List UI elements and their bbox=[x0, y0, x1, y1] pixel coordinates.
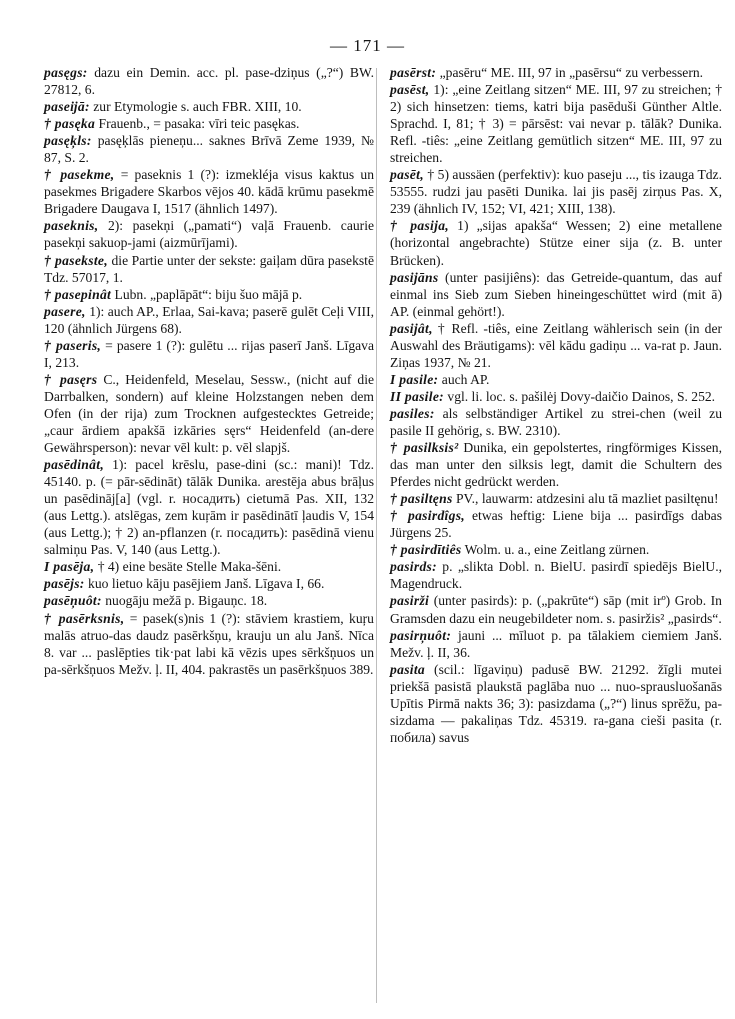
page-number: — 171 — bbox=[330, 36, 405, 55]
entry-headword: pasēt, bbox=[390, 167, 424, 183]
entry-text: (unter pasijiêns): das Getreide-quantum, das auf einmal ins Sieb zum Sieben hineingeschüttet wird (mit ā) AP. (einmal gehört!). bbox=[390, 269, 722, 319]
entry-text: = paseknis 1 (?): izmekléja visus kaktus un pasekmes Brigadere Skarbos vējos 40. kādā krūmu pasekmē Brigadere Daugava I, 1517 (ähnlich 1497). bbox=[44, 167, 374, 217]
entry-headword: † pasilksis² bbox=[390, 440, 459, 456]
dictionary-entry bbox=[390, 558, 722, 592]
entry-text: Frauenb., = pasaka: vīri teic pasękas. bbox=[98, 116, 300, 132]
dictionary-entry bbox=[44, 337, 374, 371]
entry-text: die Partie unter der sekste: gaiļam dūra pasekstē Tdz. 57017, 1. bbox=[44, 252, 374, 285]
entry-headword: pasējs: bbox=[44, 576, 85, 592]
dictionary-entry bbox=[390, 320, 722, 371]
dictionary-entry bbox=[390, 217, 722, 268]
entry-headword: II pasile: bbox=[390, 388, 444, 404]
dictionary-entry bbox=[390, 507, 722, 541]
entry-text: „pasēru“ ME. III, 97 in „pasērsu“ zu verbessern. bbox=[439, 65, 704, 80]
entry-text: (scil.: līgaviņu) padusē BW. 21292. žīgli mutei priekšā pasistā plaukstā paglāba nuo ... nuo-sprausluošanās Upītis Pirmā nakts 36; 3): pasizdama („?“) linus sprēžu, pa-sizdama — pakaliņas Tdz. 45319. ra-gana cieši pasita (r. побила) savus bbox=[390, 661, 722, 745]
entry-text: † Refl. -tiês, eine Zeitlang wählerisch sein (in der Auswahl des Bräutigams): vēl kādu gadiņu ... va-rat p. Jaun. Ziņas 1937, № 21. bbox=[390, 320, 722, 370]
entry-text: Wolm. u. a., eine Zeitlang zürnen. bbox=[464, 542, 650, 558]
dictionary-entry bbox=[44, 286, 374, 303]
dictionary-entry bbox=[44, 98, 374, 115]
dictionary-entry bbox=[44, 371, 374, 456]
entry-text: Dunika, ein gepolstertes, ringförmiges Kissen, das man unter den silksis legt, damit die Schultern des Pferdes nicht gedrückt werden. bbox=[390, 440, 722, 490]
entry-headword: pasēst, bbox=[390, 82, 430, 98]
entry-headword: I pasēja, bbox=[44, 559, 95, 575]
entry-headword: pasere, bbox=[44, 303, 86, 319]
entry-text: 1): pacel krēslu, pase-dini (sc.: mani)! Tdz. 45140. p. (= pār-sēdināt) tālāk Dunika. arestēja abus brāļus un pasēdināj[a] (vgl. r. носадить) cietumā Pas. XII, 132 (aus Lettg.). atslēgas, zem kuŗām ir pasēdinātī ļaudis V, 154 (aus Lettg.); † 2) an-pflanzen (r. посадить): pasēdinā vienu salmiņu Pas. V, 140 (aus Lettg.). bbox=[44, 457, 374, 558]
dictionary-entry bbox=[44, 558, 374, 575]
dictionary-entry bbox=[44, 456, 374, 558]
entry-headword: pasēdinât, bbox=[44, 457, 105, 473]
entry-headword: pasita bbox=[390, 661, 426, 677]
dictionary-entry bbox=[44, 610, 374, 678]
entry-text: PV., lauwarm: atdzesini alu tā mazliet pasiltęnu! bbox=[456, 491, 719, 507]
entry-text: jauni ... mīluot p. pa tālakiem ciemiem Janš. Mežv. ļ. II, 36. bbox=[390, 627, 722, 660]
entry-headword: † pasekme, bbox=[44, 167, 115, 183]
entry-text: als selbständiger Artikel zu strei-chen (weil zu pasile II gehörig, s. BW. 2310). bbox=[390, 405, 722, 438]
entry-text: (unter pasirds): p. („pakrūte“) sāp (mit irº) Grob. In Gramsden dazu ein neugebildeter nom. s. pasiržis² „pasirds“. bbox=[390, 593, 722, 626]
entry-headword: † pasiltęns bbox=[390, 491, 453, 507]
dictionary-entry bbox=[44, 166, 374, 217]
dictionary-entry bbox=[390, 439, 722, 490]
dictionary-entry bbox=[44, 592, 374, 609]
left-column bbox=[44, 64, 374, 678]
entry-text: nuogāju mežā p. Bigauņc. 18. bbox=[105, 593, 268, 609]
entry-headword: pasiles: bbox=[390, 405, 435, 421]
entry-text: † 5) aussäen (perfektiv): kuo paseju ..., tis izauga Tdz. 53555. rudzi jau pasēti Dunika. lai jis pasēj zirņus Pas. X, 239 (ähnlich IV, 152; VI, 421; XIII, 138). bbox=[390, 167, 722, 217]
entry-headword: pasęgs: bbox=[44, 65, 88, 80]
entry-headword: pasirņuôt: bbox=[390, 627, 452, 643]
entry-text: etwas heftig: Liene bija ... pasirdīgs dabas Jürgens 25. bbox=[390, 508, 722, 541]
entry-headword: pasēņuôt: bbox=[44, 593, 102, 609]
entry-headword: pasijāns bbox=[390, 269, 439, 285]
entry-headword: † pasepinât bbox=[44, 286, 112, 302]
dictionary-entry bbox=[44, 132, 374, 166]
dictionary-entry bbox=[390, 661, 722, 746]
dictionary-entry bbox=[390, 371, 722, 388]
dictionary-entry bbox=[390, 405, 722, 439]
dictionary-entry bbox=[44, 115, 374, 132]
entry-text: = pasek(s)nis 1 (?): stāviem krastiem, kuŗu malās atruo-das daudz pasērkšņu, krauju un alu Janš. Nīca 8. var ... paslēpties tik·pat labi kā vēzis upes sērkšņuos un pa-sērkšņuos Mežv. ļ. II, 404. pakrastēs un pasērkšņuos 389. bbox=[44, 610, 374, 677]
dictionary-entry bbox=[390, 541, 722, 558]
entry-text: 1) „sijas apakša“ Wessen; 2) eine metallene (horizontal angebrachte) Stütze einer sija (z. B. unter Brücken). bbox=[390, 218, 722, 268]
entry-text: 1): auch AP., Erlaa, Sai-kava; paserē gulēt Ceļi VIII, 120 (ähnlich Jürgens 68). bbox=[44, 303, 374, 336]
entry-headword: † pasęka bbox=[44, 116, 96, 132]
entry-text: C., Heidenfeld, Meselau, Sessw., (nicht auf die Darrbalken, sondern) auf kleine Holzstangen neben dem Ofen (in der rija) zum Trocknen aufgestecktes Getreide; „caur ārdiem apakšā izkāries sęrs“ Heidenfeld (an-dere Gewährsperson): nevar vēl kult: p. vēl slapjš. bbox=[44, 371, 375, 456]
entry-text: vgl. li. loc. s. pašilėj Dovy-daičio Dainos, S. 252. bbox=[447, 388, 716, 404]
dictionary-entry bbox=[44, 217, 374, 251]
entry-text: Lubn. „paplāpāt“: biju šuo mājā p. bbox=[114, 286, 303, 302]
dictionary-entry bbox=[390, 166, 722, 217]
entry-headword: I pasile: bbox=[390, 371, 439, 387]
entry-headword: pasirži bbox=[390, 593, 430, 609]
entry-headword: † pasirdītiês bbox=[390, 542, 462, 558]
dictionary-entry bbox=[44, 575, 374, 592]
dictionary-entry bbox=[390, 64, 722, 81]
dictionary-entry bbox=[390, 81, 722, 166]
entry-headword: paseknis, bbox=[44, 218, 99, 234]
entry-headword: pasirds: bbox=[390, 559, 437, 575]
entry-headword: pasērst: bbox=[390, 65, 437, 80]
dictionary-entry bbox=[390, 592, 722, 626]
entry-headword: † pasērksnis, bbox=[44, 610, 125, 626]
entry-text: 2): pasekņi („pamati“) vaļā Frauenb. caurie pasekņi sakuop-jami (aizmūrījami). bbox=[44, 218, 375, 251]
entry-text: = pasere 1 (?): gulētu ... rijas paserī Janš. Līgava I, 213. bbox=[44, 337, 374, 370]
entry-headword: † pasekste, bbox=[44, 252, 108, 268]
dictionary-entry bbox=[44, 252, 374, 286]
dictionary-entry bbox=[390, 627, 722, 661]
entry-text: † 4) eine besäte Stelle Maka-šēni. bbox=[97, 559, 282, 575]
entry-headword: paseĳā: bbox=[44, 99, 90, 115]
entry-headword: pasęķls: bbox=[44, 133, 92, 149]
entry-text: p. „slikta Dobl. n. BielU. pasirdī spiedējs BielU., Magendruck. bbox=[390, 559, 722, 592]
entry-text: kuo lietuo kāju pasējiem Janš. Līgava I, 66. bbox=[88, 576, 325, 592]
entry-headword: † pasirdîgs, bbox=[390, 508, 466, 524]
dictionary-entry bbox=[390, 490, 722, 507]
entry-text: 1): „eine Zeitlang sitzen“ ME. III, 97 zu streichen; † 2) sich hinsetzen: tiems, katri bija pasēduši Günther Altle. Sprachd. I, 81; † 3) = pārsēst: vai nevar p. tālāk? Dunika. Refl. -tiês: „eine Zeitlang gemütlich sitzen“ ME. III, 97 zu streichen. bbox=[390, 82, 722, 166]
entry-text: zur Etymologie s. auch FBR. XIII, 10. bbox=[93, 99, 302, 115]
entry-headword: † paseris, bbox=[44, 337, 102, 353]
entry-text: auch AP. bbox=[441, 371, 490, 387]
entry-headword: † pasęrs bbox=[44, 371, 98, 387]
right-column bbox=[390, 64, 722, 746]
dictionary-entry bbox=[44, 64, 374, 98]
entry-headword: pasijât, bbox=[390, 320, 433, 336]
column-divider bbox=[376, 68, 377, 1003]
dictionary-entry bbox=[44, 303, 374, 337]
dictionary-entry bbox=[390, 269, 722, 320]
entry-headword: † pasija, bbox=[390, 218, 449, 234]
entry-text: dazu ein Demin. acc. pl. pase-dziņus („?“) BW. 27812, 6. bbox=[44, 65, 374, 98]
entry-text: pasęķlās pieneņu... saknes Brīvā Zeme 1939, № 87, S. 2. bbox=[44, 133, 374, 166]
dictionary-entry bbox=[390, 388, 722, 405]
